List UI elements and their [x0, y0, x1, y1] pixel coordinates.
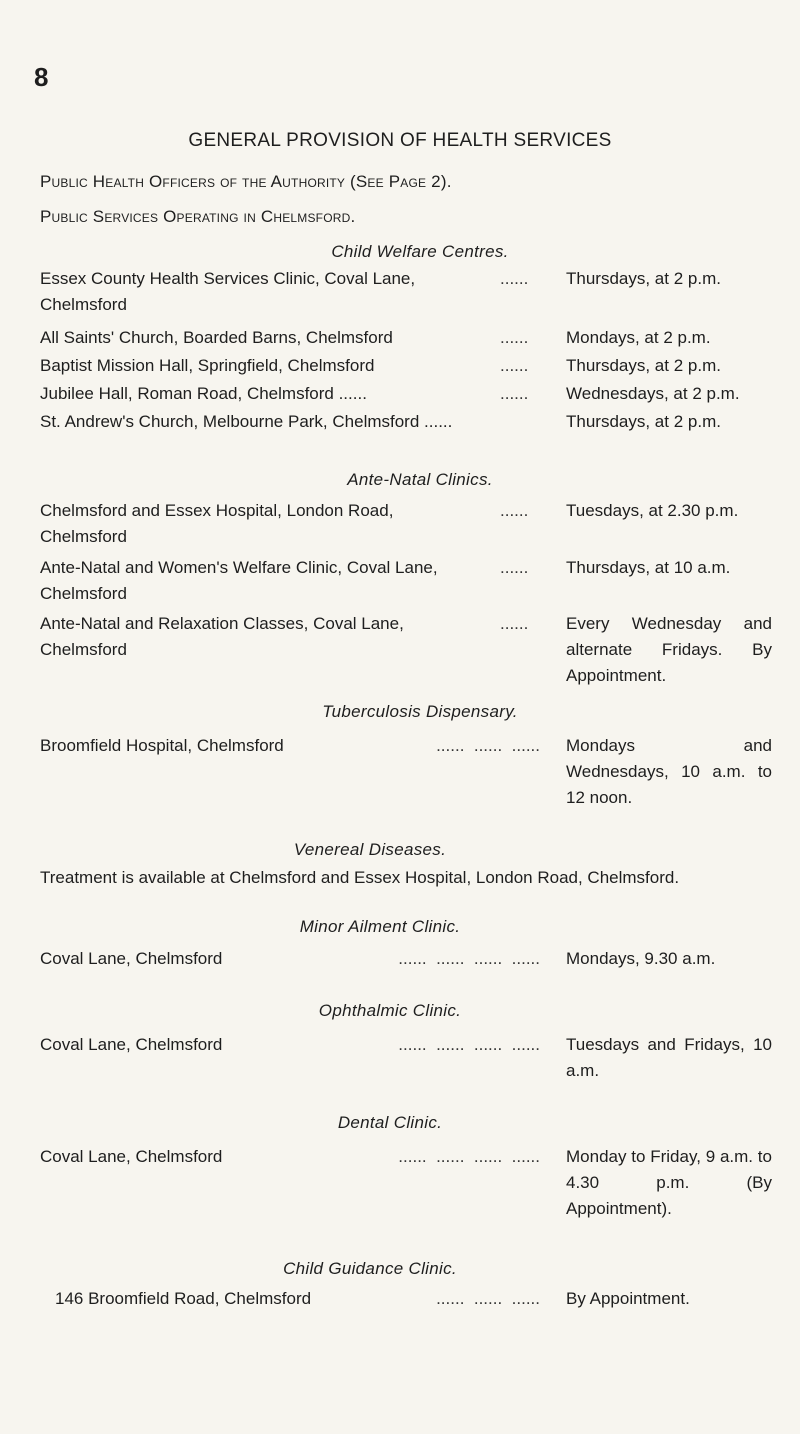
- minor-ailment-heading: Minor Ailment Clinic.: [299, 917, 461, 936]
- tuberculosis-heading: Tuberculosis Dispensary.: [322, 702, 518, 721]
- child-guidance-heading: Child Guidance Clinic.: [283, 1259, 457, 1278]
- entry-time: Monday to Friday, 9 a.m. to 4.30 p.m. (By Appointment).: [566, 1147, 772, 1218]
- leader-dots: ...... ...... ......: [436, 1289, 540, 1308]
- entry-time: By Appointment.: [566, 1289, 690, 1308]
- page-number: 8: [34, 62, 49, 92]
- leader-dots: ...... ...... ......: [436, 736, 540, 755]
- leader-dots: ......: [500, 501, 529, 520]
- leader-dots: ...... ...... ...... ......: [398, 1147, 540, 1166]
- entry-place: 146 Broomfield Road, Chelmsford: [55, 1289, 312, 1308]
- leader-dots: ...... ...... ...... ......: [398, 1035, 540, 1054]
- leader-dots: ......: [500, 356, 529, 375]
- leader-dots: ......: [500, 328, 529, 347]
- entry-place: Chelmsford and Essex Hospital, London Road, Chelmsford: [40, 501, 394, 546]
- venereal-heading: Venereal Diseases.: [293, 840, 447, 859]
- entry-time: Tuesdays and Fridays, 10 a.m.: [566, 1035, 772, 1080]
- entry-place: Ante-Natal and Women's Welfare Clinic, Coval Lane, Chelmsford: [40, 558, 438, 603]
- entry-place: Coval Lane, Chelmsford: [40, 949, 223, 968]
- venereal-text: Treatment is available at Chelmsford and Essex Hospital, London Road, Chelmsford.: [40, 868, 680, 887]
- entry-place: Coval Lane, Chelmsford: [40, 1035, 223, 1054]
- entry-place: Essex County Health Services Clinic, Coval Lane, Chelmsford: [40, 269, 416, 314]
- officers-line: Public Health Officers of the Authority (See Page 2).: [40, 172, 452, 191]
- entry-time: Thursdays, at 10 a.m.: [566, 558, 731, 577]
- ante-natal-heading: Ante-Natal Clinics.: [347, 470, 493, 489]
- entry-time: Mondays, 9.30 a.m.: [566, 949, 716, 968]
- entry-place: All Saints' Church, Boarded Barns, Chelmsford: [40, 328, 393, 347]
- leader-dots: ......: [500, 614, 529, 633]
- entry-place: Broomfield Hospital, Chelmsford: [40, 736, 284, 755]
- leader-dots: ...... ...... ...... ......: [398, 949, 540, 968]
- entry-time: Thursdays, at 2 p.m.: [566, 269, 721, 288]
- dental-heading: Dental Clinic.: [337, 1113, 443, 1132]
- ophthalmic-heading: Ophthalmic Clinic.: [318, 1001, 462, 1020]
- entry-time: Wednesdays, at 2 p.m.: [566, 384, 740, 403]
- services-line: Public Services Operating in Chelmsford.: [40, 207, 356, 226]
- entry-time: Every Wednesday and alternate Fridays. By Appointment.: [566, 614, 772, 685]
- entry-time: Thursdays, at 2 p.m.: [566, 356, 721, 375]
- entry-place: St. Andrew's Church, Melbourne Park, Chelmsford ......: [40, 412, 453, 431]
- entry-time: Mondays, at 2 p.m.: [566, 328, 711, 347]
- entry-time: Thursdays, at 2 p.m.: [566, 412, 721, 431]
- entry-time: Mondays and Wednesdays, 10 a.m. to 12 noon.: [566, 736, 772, 807]
- leader-dots: ......: [500, 384, 529, 403]
- child-welfare-heading: Child Welfare Centres.: [331, 242, 509, 261]
- leader-dots: ......: [500, 558, 529, 577]
- leader-dots: ......: [500, 269, 529, 288]
- entry-place: Baptist Mission Hall, Springfield, Chelmsford: [40, 356, 375, 375]
- page-title: GENERAL PROVISION OF HEALTH SERVICES: [188, 130, 612, 151]
- entry-place: Ante-Natal and Relaxation Classes, Coval Lane, Chelmsford: [40, 614, 404, 659]
- entry-place: Jubilee Hall, Roman Road, Chelmsford ......: [40, 384, 372, 403]
- entry-place: Coval Lane, Chelmsford: [40, 1147, 223, 1166]
- entry-time: Tuesdays, at 2.30 p.m.: [566, 501, 739, 520]
